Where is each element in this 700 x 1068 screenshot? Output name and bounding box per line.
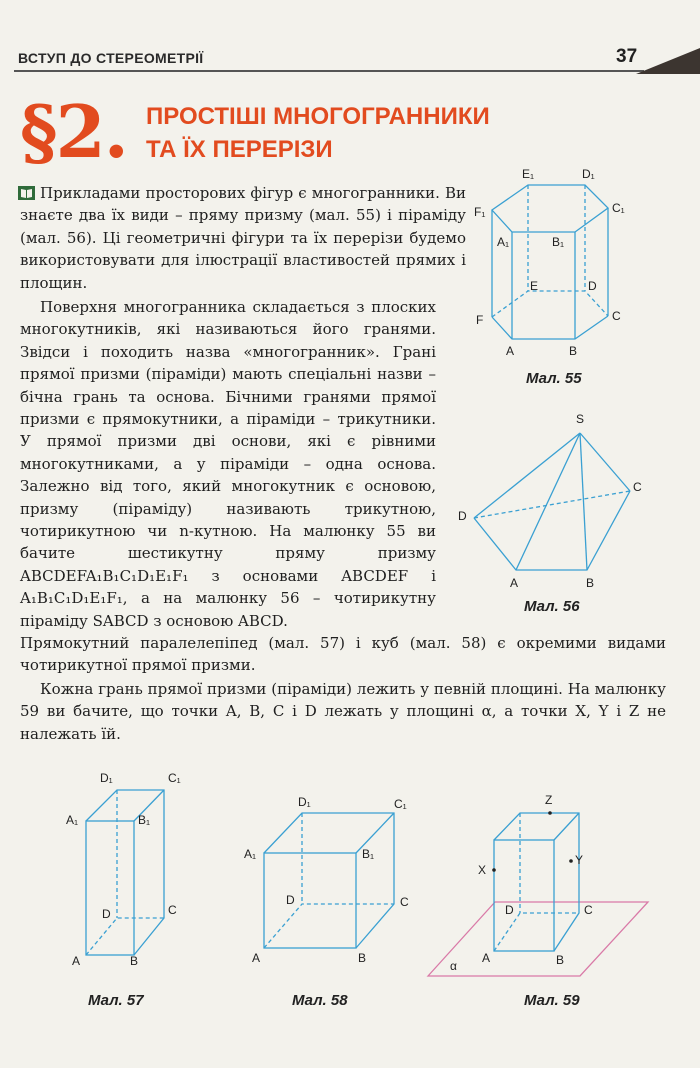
fig56-label-C: C bbox=[633, 480, 642, 494]
figure-59-prism-on-plane bbox=[420, 788, 660, 983]
fig55-label-D: D bbox=[588, 279, 597, 293]
fig58-label-B1: B₁ bbox=[362, 847, 375, 861]
fig55-label-C1: C₁ bbox=[612, 201, 625, 215]
fig57-label-D1: D₁ bbox=[100, 771, 113, 785]
fig58-label-D: D bbox=[286, 893, 295, 907]
figure-59-caption: Мал. 59 bbox=[524, 992, 580, 1009]
plane-paragraph: Кожна грань прямої призми (піраміди) лежить у певній площині. На малюнку 59 ви бачите, що точки A, B, C і D лежать у площині α, а точки X, Y і Z не належать їй. bbox=[20, 680, 666, 743]
fig55-label-B: B bbox=[569, 344, 578, 358]
fig55-label-D1: D₁ bbox=[582, 167, 595, 181]
fig56-label-B: B bbox=[586, 576, 595, 590]
fig59-label-X: X bbox=[478, 863, 487, 877]
fig55-label-E1: E₁ bbox=[522, 167, 535, 181]
fig58-label-B: B bbox=[358, 951, 367, 965]
fig58-label-D1: D₁ bbox=[298, 795, 311, 809]
page-number: 37 bbox=[616, 46, 638, 67]
fig55-label-F: F bbox=[476, 313, 484, 327]
figure-58-caption: Мал. 58 bbox=[292, 992, 348, 1009]
fig57-label-A1: A₁ bbox=[66, 813, 79, 827]
fig57-label-C: C bbox=[168, 903, 177, 917]
intro-paragraph: Прикладами просторових фігур є многогранники. Ви знаєте два їх види – пряму призму (мал. 55) і піраміду (мал. 56). Ці геометричні фігури та їх перерізи будемо використовувати для ілюстрації властивостей прямих і площин. bbox=[20, 184, 466, 292]
fig55-label-B1: B₁ bbox=[552, 235, 565, 249]
fig59-label-alpha: α bbox=[450, 959, 457, 973]
fig55-label-A1: A₁ bbox=[497, 235, 510, 249]
fig55-label-A: A bbox=[506, 344, 515, 358]
section-heading-line2: ТА ЇХ ПЕРЕРІЗИ bbox=[146, 136, 333, 163]
fig57-label-B: B bbox=[130, 954, 139, 968]
figure-55-hexagonal-prism bbox=[470, 160, 645, 360]
fig55-label-E: E bbox=[530, 279, 539, 293]
fig58-label-C: C bbox=[400, 895, 409, 909]
header-rule bbox=[14, 70, 644, 72]
fig59-label-B: B bbox=[556, 953, 565, 967]
fig58-label-A: A bbox=[252, 951, 261, 965]
fig59-label-Y: Y bbox=[575, 853, 584, 867]
figure-57-caption: Мал. 57 bbox=[88, 992, 144, 1009]
fig56-label-A: A bbox=[510, 576, 519, 590]
fig59-label-Z: Z bbox=[545, 793, 553, 807]
fig58-label-A1: A₁ bbox=[244, 847, 257, 861]
figure-57-parallelepiped bbox=[60, 760, 200, 975]
fig59-label-D: D bbox=[505, 903, 514, 917]
section-heading-line1: ПРОСТІШІ МНОГОГРАННИКИ bbox=[146, 103, 490, 130]
faces-paragraph: Поверхня многогранника складається з плоских многокутників, які називаються його гранями. Звідси і походить назва «многогранник». Грані прямої призми (піраміди) мають спеціальні назви – бічна грань та основа. Бічними гранями прямої призми є прямокутники, а піраміди – трикутники. У прямої призми дві основи, які є рівними многокутниками, а у піраміди – одна основа. Залежно від того, який многокутник є основою, призму (піраміду) називають трикутною, чотирикутною чи n-кутною. На малюнку 55 ви бачите шестикутну пряму призму ABCDEFA₁B₁C₁D₁E₁F₁ з основами ABCDEF і A₁B₁C₁D₁E₁F₁, а на малюнку 56 – чотирикутну піраміду SABCD з основою ABCD. bbox=[20, 298, 436, 630]
fig57-label-B1: B₁ bbox=[138, 813, 151, 827]
figure-55-caption: Мал. 55 bbox=[526, 370, 582, 387]
fig59-label-C: C bbox=[584, 903, 593, 917]
fig58-label-C1: C₁ bbox=[394, 797, 407, 811]
fig55-label-C: C bbox=[612, 309, 621, 323]
section-title: ВСТУП ДО СТЕРЕОМЕТРІЇ bbox=[18, 50, 204, 66]
fig55-label-F1: F₁ bbox=[474, 205, 486, 219]
faces-paragraph-end: Прямокутний паралелепіпед (мал. 57) і куб (мал. 58) є окремими видами чотирикутної прямої призми. bbox=[20, 634, 666, 675]
fig59-label-A: A bbox=[482, 951, 491, 965]
figure-56-caption: Мал. 56 bbox=[524, 598, 580, 615]
figure-58-cube bbox=[240, 790, 420, 975]
fig56-label-D: D bbox=[458, 509, 467, 523]
section-number: §2. bbox=[20, 89, 127, 174]
fig56-label-S: S bbox=[576, 412, 585, 426]
fig57-label-C1: C₁ bbox=[168, 771, 181, 785]
figure-56-pyramid bbox=[450, 405, 655, 590]
fig57-label-D: D bbox=[102, 907, 111, 921]
fig57-label-A: A bbox=[72, 954, 81, 968]
header-corner-decoration bbox=[636, 48, 700, 74]
section-heading bbox=[146, 100, 490, 166]
page-header bbox=[0, 40, 700, 74]
